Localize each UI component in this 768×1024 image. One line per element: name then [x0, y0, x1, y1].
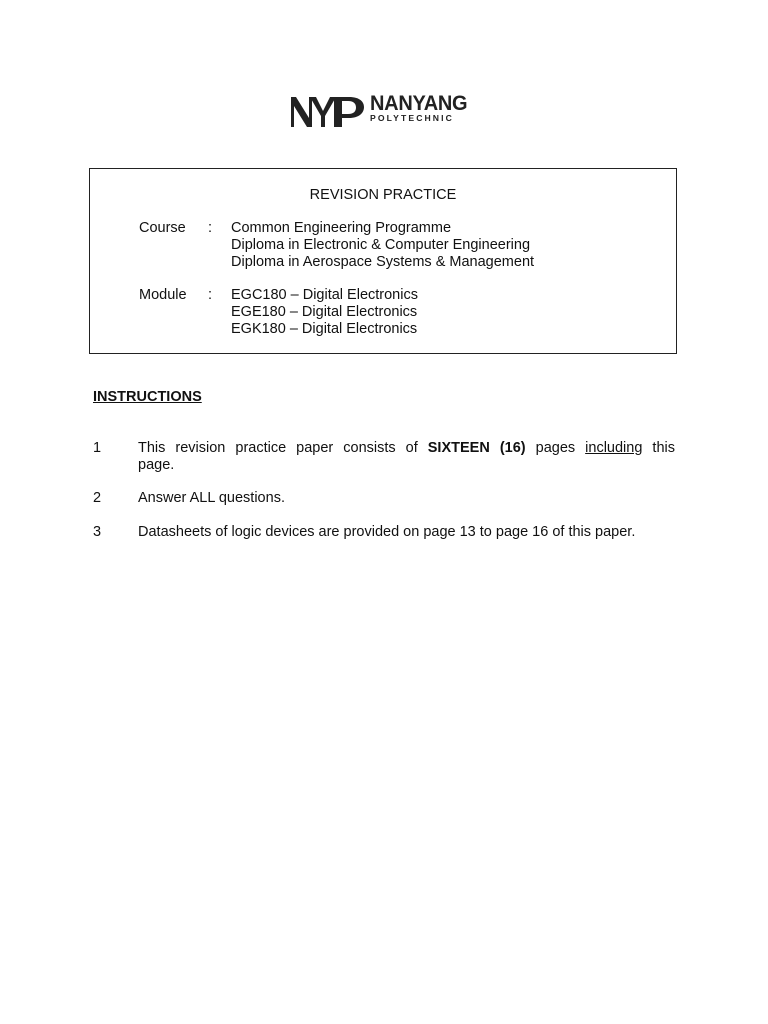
nyp-logo: [290, 91, 480, 130]
nyp-logo-mark: [290, 96, 368, 128]
instruction-text-after: this: [652, 440, 675, 456]
module-item: EGE180 – Digital Electronics: [231, 303, 418, 320]
header-box: [89, 168, 677, 354]
logo-name: NANYANG: [370, 91, 468, 115]
instruction-line: [138, 440, 675, 457]
module-list: [231, 287, 418, 337]
module-item: EGC180 – Digital Electronics: [231, 287, 418, 303]
course-label: Course: [139, 220, 186, 236]
logo-subtitle: POLYTECHNIC: [370, 113, 454, 123]
instruction-text-before: This revision practice paper consists of: [138, 440, 418, 456]
instruction-text: [138, 440, 675, 474]
module-item: EGK180 – Digital Electronics: [231, 320, 418, 337]
instruction-text: Answer ALL questions.: [138, 490, 285, 506]
course-item: Diploma in Aerospace Systems & Management: [231, 253, 535, 270]
instruction-number: 2: [93, 490, 102, 506]
instruction-underlined-text: including: [585, 440, 643, 456]
document-title: REVISION PRACTICE: [309, 187, 457, 203]
course-item: Common Engineering Programme: [231, 220, 452, 236]
course-colon: :: [208, 220, 213, 236]
course-list: [231, 220, 534, 270]
instruction-number: 1: [93, 440, 102, 456]
instruction-continuation: page.: [138, 457, 175, 473]
instruction-text-middle: pages: [535, 440, 576, 456]
instructions-heading: INSTRUCTIONS: [93, 389, 202, 405]
instruction-number: 3: [93, 524, 102, 540]
instruction-bold-text: SIXTEEN (16): [427, 440, 526, 456]
module-colon: :: [208, 287, 213, 303]
course-item: Diploma in Electronic & Computer Engineering: [231, 236, 531, 253]
logo-mark-text: NYP: [290, 96, 293, 97]
module-label: Module: [139, 287, 187, 303]
instruction-text: Datasheets of logic devices are provided on page 13 to page 16 of this paper.: [138, 524, 636, 540]
